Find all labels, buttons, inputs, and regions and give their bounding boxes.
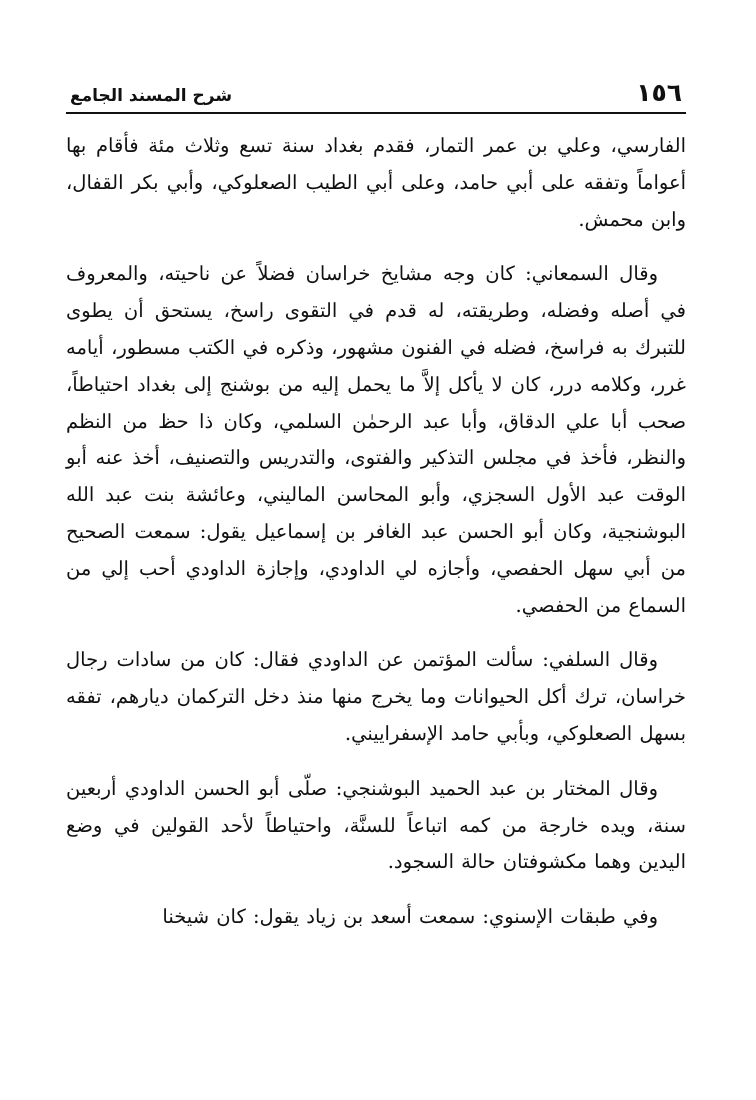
book-page	[66, 72, 686, 936]
paragraph-silafi-quote: وقال السلفي: سألت المؤتمن عن الداودي فقال: كان من سادات رجال خراسان، ترك أكل الحيوانات وما يخرج منها منذ دخل التركمان ديارهم، تفقه بسهل الصعلوكي، وبأبي حامد الإسفراييني.	[66, 648, 686, 745]
running-header	[66, 72, 686, 114]
paragraph-samani-quote: وقال السمعاني: كان وجه مشايخ خراسان فضلاً عن ناحيته، والمعروف في أصله وفضله، وطريقته، له قدم في التقوى راسخ، يستحق أن يطوى للتبرك به فراسخ، فضله في الفنون مشهور، وذكره في الكتب مسطور، أيامه غرر، وكلامه درر، كان لا يأكل إلاَّ ما يحمل إليه من بوشنج إلى بغداد احتياطاً، صحب أبا علي الدقاق، وأبا عبد الرحمٰن السلمي، وكان ذا حظ من النظم والنظر، فأخذ في مجلس التذكير والفتوى، والتدريس والتصنيف، أخذ عنه أبو الوقت عبد الأول السجزي، وأبو المحاسن الماليني، وعائشة بنت عبد الله البوشنجية، وكان أبو الحسن عبد الغافر بن إسماعيل يقول: سمعت الصحيح من أبي سهل الحفصي، وأجازه لي الداودي، وإجازة الداودي أحب إلي من السماع من الحفصي.	[66, 262, 686, 617]
paragraph-isnawi-quote: وفي طبقات الإسنوي: سمعت أسعد بن زياد يقول: كان شيخنا	[162, 905, 658, 929]
paragraph-continuation: الفارسي، وعلي بن عمر التمار، فقدم بغداد سنة تسع وثلاث مئة فأقام بها أعواماً وتفقه على أبي حامد، وعلى أبي الطيب الصعلوكي، وأبي بكر القفال، وابن محمش.	[66, 134, 686, 231]
page-number: ١٥٦	[636, 78, 682, 107]
paragraph-bushanji-quote: وقال المختار بن عبد الحميد البوشنجي: صلّى أبو الحسن الداودي أربعين سنة، ويده خارجة من كمه اتباعاً للسنَّة، واحتياطاً لأحد القولين في وضع اليدين وهما مكشوفتان حالة السجود.	[66, 776, 686, 874]
body-text	[66, 128, 686, 936]
book-title: شرح المسند الجامع	[70, 86, 233, 106]
